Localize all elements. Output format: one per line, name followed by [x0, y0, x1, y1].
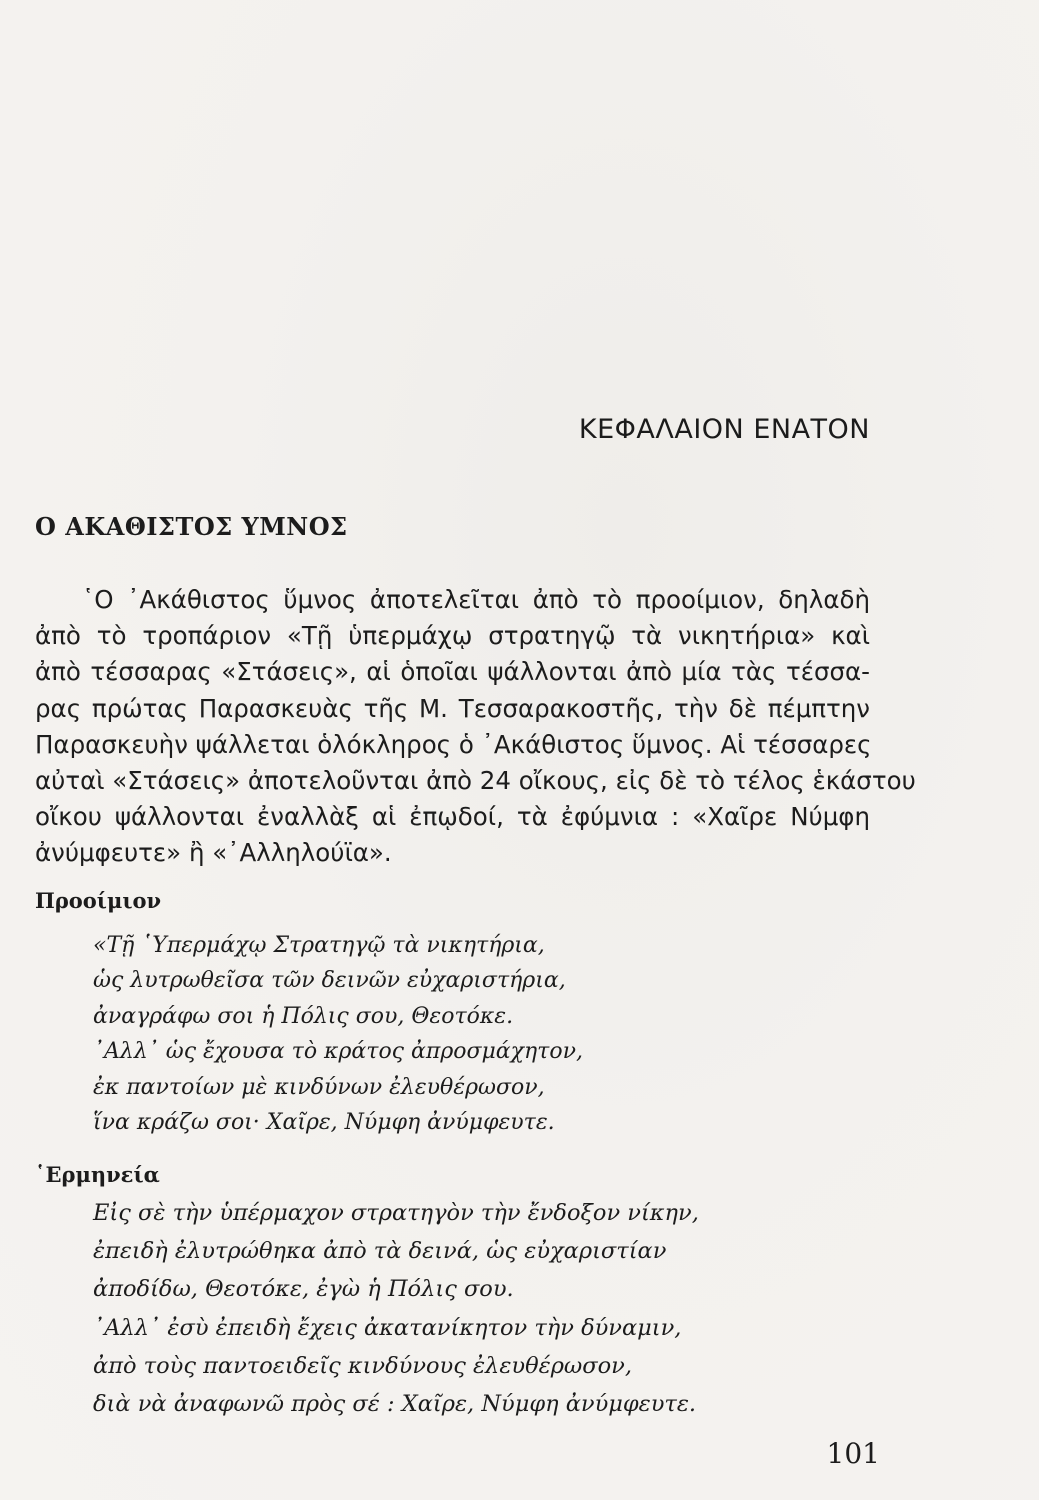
intro-line: ρας πρώτας Παρασκευὰς τῆς Μ. Τεσσαρακοστῆς, τὴν δὲ πέμπτην — [35, 693, 870, 723]
prooimion-verse — [93, 928, 583, 1140]
intro-line: αὐταὶ «Στάσεις» ἀποτελοῦνται ἀπὸ 24 οἴκους, εἰς δὲ τὸ τέλος ἑκάστου — [35, 766, 916, 796]
verse-line: ᾿Αλλ᾿ ὡς ἔχουσα τὸ κράτος ἀπροσμάχητον, — [93, 1039, 583, 1065]
ermineia-verse — [93, 1194, 699, 1423]
verse-line: ὡς λυτρωθεῖσα τῶν δεινῶν εὐχαριστήρια, — [93, 968, 566, 994]
verse-line: «Τῇ ῾Υπερμάχῳ Στρατηγῷ τὰ νικητήρια, — [93, 933, 545, 958]
verse-line: ἵνα κράζω σοι· Χαῖρε, Νύμφη ἀνύμφευτε. — [93, 1110, 555, 1136]
verse-line: ἐπειδὴ ἐλυτρώθηκα ἀπὸ τὰ δεινά, ὡς εὐχαριστίαν — [93, 1238, 667, 1265]
prooimion-heading: Προοίμιον — [35, 888, 162, 913]
verse-line: ἀπὸ τοὺς παντοειδεῖς κινδύνους ἐλευθέρωσον, — [93, 1352, 633, 1379]
page-title: Ο ΑΚΑΘΙΣΤΟΣ ΥΜΝΟΣ — [35, 512, 348, 541]
intro-line: Παρασκευὴν ψάλλεται ὁλόκληρος ὁ ᾿Ακάθιστος ὕμνος. Αἱ τέσσαρες — [35, 729, 872, 759]
ermineia-heading: ῾Ερμηνεία — [35, 1162, 160, 1187]
intro-line: ἀπὸ τὸ τροπάριον «Τῇ ὑπερμάχῳ στρατηγῷ τὰ νικητήρια» καὶ — [35, 621, 870, 651]
intro-line: ἀπὸ τέσσαρας «Στάσεις», αἱ ὁποῖαι ψάλλονται ἀπὸ μία τὰς τέσσα- — [35, 657, 870, 687]
intro-line: ἀνύμφευτε» ἢ «᾿Αλληλούϊα». — [35, 838, 392, 868]
verse-line: Εἰς σὲ τὴν ὑπέρμαχον στρατηγὸν τὴν ἔνδοξον νίκην, — [93, 1200, 699, 1226]
verse-line: ἀναγράφω σοι ἡ Πόλις σου, Θεοτόκε. — [93, 1003, 514, 1029]
verse-line: ᾿Αλλ᾿ ἐσὺ ἐπειδὴ ἔχεις ἀκατανίκητον τὴν δύναμιν, — [93, 1314, 682, 1341]
verse-line: διὰ νὰ ἀναφωνῶ πρὸς σέ : Χαῖρε, Νύμφη ἀνύμφευτε. — [93, 1391, 697, 1418]
verse-line: ἐκ παντοίων μὲ κινδύνων ἐλευθέρωσον, — [93, 1074, 545, 1100]
verse-line: ἀποδίδω, Θεοτόκε, ἐγὼ ἡ Πόλις σου. — [93, 1276, 514, 1303]
intro-paragraph — [35, 582, 916, 872]
intro-line: οἴκου ψάλλονται ἐναλλὰξ αἱ ἐπῳδοί, τὰ ἐφύμνια : «Χαῖρε Νύμφη — [35, 802, 870, 832]
intro-line: ῾Ο ᾿Ακάθιστος ὕμνος ἀποτελεῖται ἀπὸ τὸ προοίμιον, δηλαδὴ — [82, 585, 870, 614]
page-number: 101 — [826, 1437, 880, 1470]
chapter-label: ΚΕΦΑΛΑΙΟΝ ΕΝΑΤΟΝ — [578, 414, 870, 445]
